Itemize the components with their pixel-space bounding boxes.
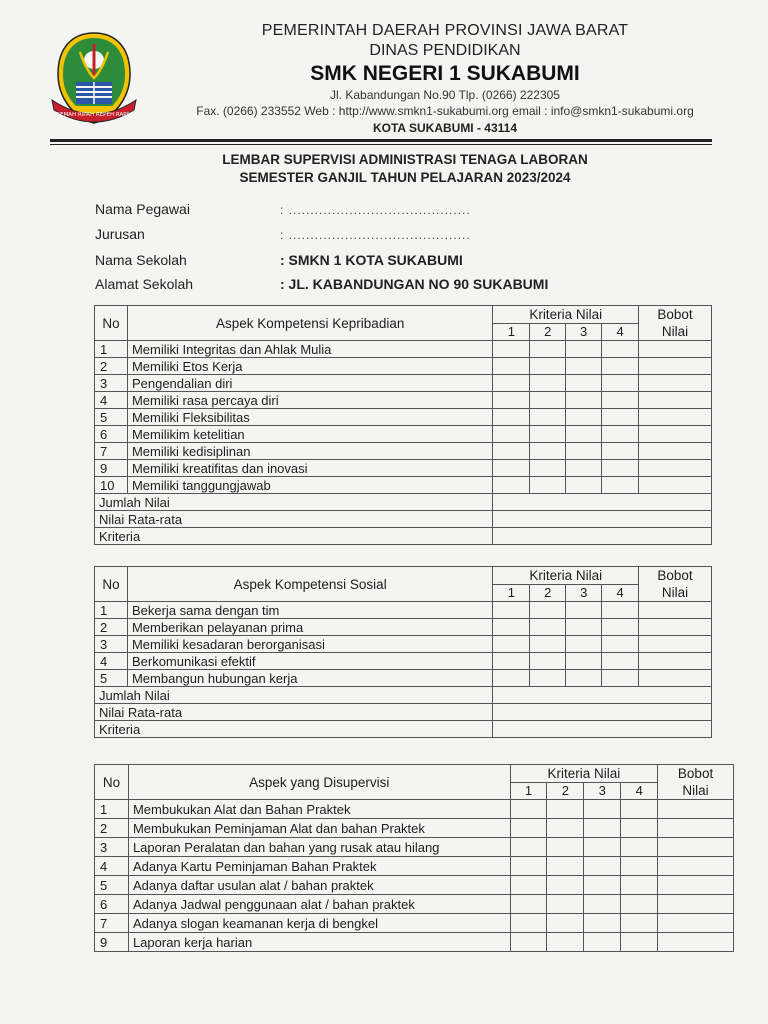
bobot-cell[interactable] xyxy=(639,392,712,409)
row-number: 2 xyxy=(95,619,128,636)
table-row xyxy=(95,477,712,494)
header-bobot-nilai xyxy=(639,567,712,602)
score-cell-1[interactable] xyxy=(493,636,530,653)
score-cell-3[interactable] xyxy=(584,819,621,838)
row-aspect: Membukukan Alat dan Bahan Praktek xyxy=(128,800,510,819)
score-cell-2[interactable] xyxy=(530,602,566,619)
score-cell-4[interactable] xyxy=(602,636,639,653)
score-cell-2[interactable] xyxy=(530,341,566,358)
score-cell-1[interactable] xyxy=(493,409,530,426)
info-label: Jurusan xyxy=(95,226,145,242)
nama-sekolah-value: : SMKN 1 KOTA SUKABUMI xyxy=(280,252,463,268)
header-bobot-nilai xyxy=(639,306,712,341)
row-aspect: Laporan kerja harian xyxy=(128,933,510,952)
bobot-cell[interactable] xyxy=(639,602,712,619)
alamat-sekolah-value: : JL. KABANDUNGAN NO 90 SUKABUMI xyxy=(280,276,549,292)
row-number: 3 xyxy=(95,838,129,857)
bobot-cell[interactable] xyxy=(639,341,712,358)
row-aspect: Berkomunikasi efektif xyxy=(127,653,492,670)
header-score-k4: 4 xyxy=(602,323,639,341)
score-cell-1[interactable] xyxy=(510,895,547,914)
row-number: 2 xyxy=(95,819,129,838)
score-cell-1[interactable] xyxy=(493,460,530,477)
west-java-emblem-logo xyxy=(50,30,138,126)
summary-row xyxy=(95,704,712,721)
header-row xyxy=(95,306,712,324)
bobot-cell[interactable] xyxy=(639,477,712,494)
score-cell-3[interactable] xyxy=(566,409,602,426)
score-cell-3[interactable] xyxy=(584,800,621,819)
score-cell-2[interactable] xyxy=(530,426,566,443)
score-cell-2[interactable] xyxy=(530,460,566,477)
score-cell-3[interactable] xyxy=(584,914,621,933)
row-number: 4 xyxy=(95,857,129,876)
score-cell-3[interactable] xyxy=(566,358,602,375)
score-cell-3[interactable] xyxy=(566,619,602,636)
score-cell-1[interactable] xyxy=(510,933,547,952)
summary-row xyxy=(95,687,712,704)
header-no: No xyxy=(95,567,128,602)
header-score-k3: 3 xyxy=(566,323,602,341)
header-rule-thin xyxy=(50,144,712,145)
bobot-cell[interactable] xyxy=(639,443,712,460)
score-cell-3[interactable] xyxy=(584,933,621,952)
score-cell-4[interactable] xyxy=(602,619,639,636)
header-kriteria: Kriteria Nilai xyxy=(493,306,639,324)
score-cell-4[interactable] xyxy=(621,895,658,914)
header-bobot: Bobot xyxy=(677,766,714,781)
row-aspect: Adanya slogan keamanan kerja di bengkel xyxy=(128,914,510,933)
score-cell-2[interactable] xyxy=(547,838,584,857)
header-score-k4: 4 xyxy=(602,584,639,602)
bobot-cell[interactable] xyxy=(658,876,734,895)
table-kepribadian xyxy=(94,305,712,545)
header-bobot: Bobot xyxy=(657,568,693,583)
score-cell-4[interactable] xyxy=(621,800,658,819)
row-aspect: Adanya Jadwal penggunaan alat / bahan praktek xyxy=(128,895,510,914)
row-aspect: Memiliki Etos Kerja xyxy=(127,358,492,375)
row-number: 9 xyxy=(95,933,129,952)
score-cell-4[interactable] xyxy=(621,819,658,838)
score-cell-3[interactable] xyxy=(566,602,602,619)
row-number: 7 xyxy=(95,914,129,933)
school-name: SMK NEGERI 1 SUKABUMI xyxy=(310,62,580,85)
score-cell-2[interactable] xyxy=(530,443,566,460)
bobot-cell[interactable] xyxy=(658,857,734,876)
school-contact: Fax. (0266) 233552 Web : http://www.smkn1-sukabumi.org email : info@smkn1-sukabumi.org xyxy=(196,104,694,118)
score-cell-2[interactable] xyxy=(530,636,566,653)
header-aspect: Aspek Kompetensi Sosial xyxy=(127,567,492,602)
table-row xyxy=(95,636,712,653)
score-cell-4[interactable] xyxy=(602,341,639,358)
jurusan-field[interactable]: : .......................................... xyxy=(280,228,471,242)
bobot-cell[interactable] xyxy=(639,619,712,636)
info-jurusan xyxy=(95,226,471,242)
summary-row xyxy=(95,721,712,738)
table-row xyxy=(95,933,734,952)
table-row xyxy=(95,358,712,375)
score-cell-1[interactable] xyxy=(493,443,530,460)
score-cell-3[interactable] xyxy=(566,477,602,494)
info-nama-sekolah xyxy=(95,252,463,268)
table-row xyxy=(95,460,712,477)
table-row xyxy=(95,857,734,876)
score-cell-3[interactable] xyxy=(566,653,602,670)
row-number: 1 xyxy=(95,602,128,619)
header-nilai: Nilai xyxy=(661,585,689,600)
table-row xyxy=(95,670,712,687)
score-cell-1[interactable] xyxy=(493,426,530,443)
row-number: 3 xyxy=(95,375,128,392)
score-cell-3[interactable] xyxy=(566,670,602,687)
header-row xyxy=(95,765,734,783)
score-cell-4[interactable] xyxy=(621,857,658,876)
header-no: No xyxy=(95,306,128,341)
row-number: 6 xyxy=(95,895,129,914)
summary-label: Nilai Rata-rata xyxy=(95,704,493,721)
header-row xyxy=(95,567,712,585)
row-number: 2 xyxy=(95,358,128,375)
score-cell-1[interactable] xyxy=(493,375,530,392)
table-row xyxy=(95,876,734,895)
row-aspect: Bekerja sama dengan tim xyxy=(127,602,492,619)
logo-motto: GEMAH RIPAH REPEH RAPIH xyxy=(55,112,133,118)
score-cell-4[interactable] xyxy=(602,392,639,409)
score-cell-2[interactable] xyxy=(530,392,566,409)
info-alamat-sekolah xyxy=(95,276,548,292)
bobot-cell[interactable] xyxy=(639,653,712,670)
school-city: KOTA SUKABUMI - 43114 xyxy=(372,121,518,135)
nama-pegawai-field[interactable]: : .......................................... xyxy=(280,203,471,217)
row-number: 9 xyxy=(95,460,128,477)
info-nama-pegawai xyxy=(95,201,471,217)
row-number: 5 xyxy=(95,409,128,426)
score-cell-1[interactable] xyxy=(510,857,547,876)
summary-label: Kriteria xyxy=(95,721,493,738)
row-aspect: Memiliki Integritas dan Ahlak Mulia xyxy=(127,341,492,358)
score-cell-2[interactable] xyxy=(530,375,566,392)
table-row xyxy=(95,602,712,619)
header-kriteria: Kriteria Nilai xyxy=(510,765,658,783)
summary-label: Nilai Rata-rata xyxy=(95,511,493,528)
row-aspect: Membangun hubungan kerja xyxy=(127,670,492,687)
score-cell-3[interactable] xyxy=(584,895,621,914)
header-score-k4: 4 xyxy=(621,782,658,800)
row-aspect: Memiliki kedisiplinan xyxy=(127,443,492,460)
header-score-k2: 2 xyxy=(530,584,566,602)
score-cell-1[interactable] xyxy=(510,800,547,819)
summary-label: Kriteria xyxy=(95,528,493,545)
score-cell-2[interactable] xyxy=(530,358,566,375)
score-cell-1[interactable] xyxy=(510,819,547,838)
header-bobot: Bobot xyxy=(657,307,693,322)
score-cell-2[interactable] xyxy=(547,895,584,914)
bobot-cell[interactable] xyxy=(639,358,712,375)
row-aspect: Memilikim ketelitian xyxy=(127,426,492,443)
header-no: No xyxy=(95,765,129,800)
header-score-k2: 2 xyxy=(547,782,584,800)
bobot-cell[interactable] xyxy=(658,800,734,819)
header-score-k3: 3 xyxy=(566,584,602,602)
summary-label: Jumlah Nilai xyxy=(95,687,493,704)
row-aspect: Memberikan pelayanan prima xyxy=(127,619,492,636)
table-row xyxy=(95,838,734,857)
row-number: 1 xyxy=(95,800,129,819)
header-kriteria: Kriteria Nilai xyxy=(493,567,639,585)
score-cell-4[interactable] xyxy=(602,375,639,392)
score-cell-2[interactable] xyxy=(547,876,584,895)
row-aspect: Memiliki kreatifitas dan inovasi xyxy=(127,460,492,477)
table-row xyxy=(95,392,712,409)
bobot-cell[interactable] xyxy=(658,819,734,838)
header-bobot-nilai xyxy=(658,765,734,800)
score-cell-2[interactable] xyxy=(530,477,566,494)
header-aspect: Aspek yang Disupervisi xyxy=(128,765,510,800)
score-cell-1[interactable] xyxy=(493,392,530,409)
row-aspect: Memiliki Fleksibilitas xyxy=(127,409,492,426)
score-cell-2[interactable] xyxy=(530,619,566,636)
score-cell-2[interactable] xyxy=(530,409,566,426)
score-cell-2[interactable] xyxy=(547,800,584,819)
score-cell-2[interactable] xyxy=(547,819,584,838)
header-aspect: Aspek Kompetensi Kepribadian xyxy=(127,306,492,341)
score-cell-3[interactable] xyxy=(584,838,621,857)
bobot-cell[interactable] xyxy=(658,838,734,857)
bobot-cell[interactable] xyxy=(639,670,712,687)
row-aspect: Laporan Peralatan dan bahan yang rusak atau hilang xyxy=(128,838,510,857)
info-label: Nama Pegawai xyxy=(95,201,190,217)
score-cell-4[interactable] xyxy=(602,460,639,477)
score-cell-4[interactable] xyxy=(602,602,639,619)
table-row xyxy=(95,914,734,933)
score-cell-4[interactable] xyxy=(602,443,639,460)
row-aspect: Memiliki rasa percaya diri xyxy=(127,392,492,409)
score-cell-3[interactable] xyxy=(566,443,602,460)
row-number: 6 xyxy=(95,426,128,443)
row-number: 3 xyxy=(95,636,128,653)
summary-value-cell[interactable] xyxy=(493,704,712,721)
score-cell-1[interactable] xyxy=(493,477,530,494)
row-aspect: Membukukan Peminjaman Alat dan bahan Praktek xyxy=(128,819,510,838)
info-label: Nama Sekolah xyxy=(95,252,187,268)
score-cell-4[interactable] xyxy=(602,477,639,494)
score-cell-1[interactable] xyxy=(493,619,530,636)
summary-row xyxy=(95,494,712,511)
row-aspect: Memiliki kesadaran berorganisasi xyxy=(127,636,492,653)
row-aspect: Adanya Kartu Peminjaman Bahan Praktek xyxy=(128,857,510,876)
score-cell-2[interactable] xyxy=(530,653,566,670)
table-row xyxy=(95,375,712,392)
header-nilai: Nilai xyxy=(682,783,709,798)
score-cell-1[interactable] xyxy=(493,653,530,670)
summary-value-cell[interactable] xyxy=(493,687,712,704)
score-cell-4[interactable] xyxy=(602,670,639,687)
header-score-k1: 1 xyxy=(493,584,530,602)
table-disupervisi xyxy=(94,764,734,952)
summary-label: Jumlah Nilai xyxy=(95,494,493,511)
score-cell-1[interactable] xyxy=(493,341,530,358)
header-score-k3: 3 xyxy=(584,782,621,800)
row-aspect: Adanya daftar usulan alat / bahan praktek xyxy=(128,876,510,895)
score-cell-3[interactable] xyxy=(566,392,602,409)
bobot-cell[interactable] xyxy=(639,409,712,426)
score-cell-2[interactable] xyxy=(547,933,584,952)
table-row xyxy=(95,341,712,358)
score-cell-1[interactable] xyxy=(510,838,547,857)
score-cell-4[interactable] xyxy=(602,358,639,375)
score-cell-4[interactable] xyxy=(621,876,658,895)
score-cell-1[interactable] xyxy=(493,358,530,375)
score-cell-3[interactable] xyxy=(584,857,621,876)
department-line: DINAS PENDIDIKAN xyxy=(369,42,521,59)
score-cell-3[interactable] xyxy=(566,375,602,392)
row-number: 5 xyxy=(95,876,129,895)
summary-row xyxy=(95,528,712,545)
score-cell-2[interactable] xyxy=(547,857,584,876)
summary-value-cell[interactable] xyxy=(493,494,712,511)
table-sosial xyxy=(94,566,712,738)
gov-line: PEMERINTAH DAERAH PROVINSI JAWA BARAT xyxy=(261,22,629,39)
header-score-k2: 2 xyxy=(530,323,566,341)
score-cell-3[interactable] xyxy=(566,636,602,653)
score-cell-4[interactable] xyxy=(621,838,658,857)
bobot-cell[interactable] xyxy=(658,914,734,933)
header-rule-thick xyxy=(50,139,712,142)
table-row xyxy=(95,895,734,914)
bobot-cell[interactable] xyxy=(639,426,712,443)
bobot-cell[interactable] xyxy=(658,933,734,952)
score-cell-4[interactable] xyxy=(602,426,639,443)
summary-row xyxy=(95,511,712,528)
bobot-cell[interactable] xyxy=(639,636,712,653)
score-cell-4[interactable] xyxy=(602,653,639,670)
score-cell-3[interactable] xyxy=(566,341,602,358)
form-subtitle: SEMESTER GANJIL TAHUN PELAJARAN 2023/2024 xyxy=(239,170,571,185)
table-row xyxy=(95,443,712,460)
score-cell-1[interactable] xyxy=(510,914,547,933)
score-cell-4[interactable] xyxy=(621,914,658,933)
row-number: 4 xyxy=(95,392,128,409)
score-cell-3[interactable] xyxy=(584,876,621,895)
form-title: LEMBAR SUPERVISI ADMINISTRASI TENAGA LABORAN xyxy=(222,152,588,167)
table-row xyxy=(95,653,712,670)
score-cell-3[interactable] xyxy=(566,426,602,443)
header-score-k1: 1 xyxy=(493,323,530,341)
row-aspect: Pengendalian diri xyxy=(127,375,492,392)
summary-value-cell[interactable] xyxy=(493,528,712,545)
row-number: 4 xyxy=(95,653,128,670)
summary-value-cell[interactable] xyxy=(493,721,712,738)
header-score-k1: 1 xyxy=(510,782,547,800)
score-cell-1[interactable] xyxy=(510,876,547,895)
table-row xyxy=(95,409,712,426)
score-cell-4[interactable] xyxy=(621,933,658,952)
score-cell-1[interactable] xyxy=(493,670,530,687)
table-row xyxy=(95,619,712,636)
bobot-cell[interactable] xyxy=(658,895,734,914)
row-number: 10 xyxy=(95,477,128,494)
score-cell-1[interactable] xyxy=(493,602,530,619)
table-row xyxy=(95,800,734,819)
bobot-cell[interactable] xyxy=(639,375,712,392)
header-nilai: Nilai xyxy=(661,324,689,339)
row-number: 7 xyxy=(95,443,128,460)
table-row xyxy=(95,426,712,443)
row-aspect: Memiliki tanggungjawab xyxy=(127,477,492,494)
row-number: 5 xyxy=(95,670,128,687)
score-cell-2[interactable] xyxy=(530,670,566,687)
info-label: Alamat Sekolah xyxy=(95,276,194,292)
score-cell-2[interactable] xyxy=(547,914,584,933)
school-address: Jl. Kabandungan No.90 Tlp. (0266) 222305 xyxy=(330,88,560,102)
table-row xyxy=(95,819,734,838)
row-number: 1 xyxy=(95,341,128,358)
score-cell-3[interactable] xyxy=(566,460,602,477)
score-cell-4[interactable] xyxy=(602,409,639,426)
bobot-cell[interactable] xyxy=(639,460,712,477)
summary-value-cell[interactable] xyxy=(493,511,712,528)
